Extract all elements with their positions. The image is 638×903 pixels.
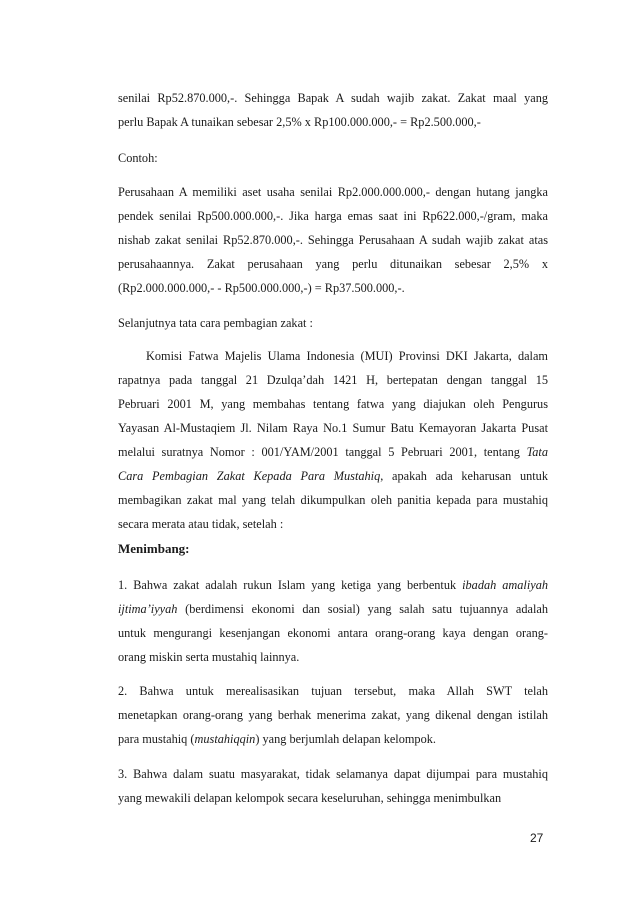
text-line: rapatnya pada tanggal 21 Dzulqa’dah 1421 H, bertepatan dengan tanggal 15 [118, 373, 548, 387]
considerans-item-1 [118, 573, 548, 669]
italic-run: ibadah amaliyah [462, 578, 549, 592]
italic-run: Cara Pembagian Zakat Kepada Para Mustahiq [118, 469, 381, 483]
text-line [118, 727, 548, 751]
text-line: Selanjutnya tata cara pembagian zakat : [118, 316, 313, 330]
text-run: para mustahiq ( [118, 732, 195, 746]
menimbang-heading [118, 537, 548, 561]
text-line [118, 573, 548, 597]
text-line: 2. Bahwa untuk merealisasikan tujuan tersebut, maka Allah SWT telah [118, 684, 548, 698]
italic-run: ijtima’iyyah [118, 602, 178, 616]
text-run: melalui suratnya Nomor : 001/YAM/2001 tanggal 5 Pebruari 2001, tentang [118, 445, 527, 459]
text-line: nishab zakat senilai Rp52.870.000,-. Sehingga Perusahaan A sudah wajib zakat atas [118, 233, 548, 247]
text-run: (berdimensi ekonomi dan sosial) yang salah satu tujuannya adalah [177, 602, 548, 616]
example-label [118, 146, 548, 170]
text-line: menetapkan orang-orang yang berhak menerima zakat, yang dikenal dengan istilah [118, 708, 548, 722]
text-line: yang mewakili delapan kelompok secara keseluruhan, sehingga menimbulkan [118, 791, 502, 805]
text-line: secara merata atau tidak, setelah : [118, 517, 284, 531]
text-line: perlu Bapak A tunaikan sebesar 2,5% x Rp100.000.000,- = Rp2.500.000,- [118, 115, 481, 129]
text-line: Perusahaan A memiliki aset usaha senilai Rp2.000.000.000,- dengan hutang jangka [118, 185, 548, 199]
text-line: (Rp2.000.000.000,- - Rp500.000.000,-) = Rp37.500.000,-. [118, 281, 405, 295]
paragraph-zakat-maal [118, 86, 548, 134]
text-run: 1. Bahwa zakat adalah rukun Islam yang ketiga yang berbentuk [118, 578, 463, 592]
text-line: Contoh: [118, 151, 158, 165]
text-run: , apakah ada keharusan untuk [380, 469, 548, 483]
text-line [118, 440, 548, 464]
text-line: Pebruari 2001 M, yang membahas tentang fatwa yang diajukan oleh Pengurus [118, 397, 548, 411]
procedure-intro [118, 311, 548, 335]
text-line: untuk mengurangi kesenjangan ekonomi antara orang-orang kaya dengan orang- [118, 626, 548, 640]
text-line: perusahaannya. Zakat perusahaan yang perlu ditunaikan sebesar 2,5% x [118, 257, 548, 271]
considerans-item-2 [118, 679, 548, 751]
paragraph-mui-fatwa [118, 344, 548, 536]
text-line: Yayasan Al-Mustaqiem Jl. Nilam Raya No.1 Sumur Batu Kemayoran Jakarta Pusat [118, 421, 548, 435]
text-line: 3. Bahwa dalam suatu masyarakat, tidak selamanya dapat dijumpai para mustahiq [118, 767, 548, 781]
heading: Menimbang: [118, 541, 190, 556]
text-run: ) yang berjumlah delapan kelompok. [255, 732, 436, 746]
italic-run: Tata [526, 445, 548, 459]
considerans-item-3 [118, 762, 548, 810]
text-line: senilai Rp52.870.000,-. Sehingga Bapak A sudah wajib zakat. Zakat maal yang [118, 91, 548, 105]
text-line [118, 464, 548, 488]
text-line: membagikan zakat mal yang telah dikumpulkan oleh panitia kepada para mustahiq [118, 493, 548, 507]
text-line: orang miskin serta mustahiq lainnya. [118, 650, 300, 664]
text-line [118, 597, 548, 621]
page-number: 27 [530, 831, 544, 845]
text-line: Komisi Fatwa Majelis Ulama Indonesia (MUI) Provinsi DKI Jakarta, dalam [146, 349, 548, 363]
paragraph-example [118, 180, 548, 300]
italic-run: mustahiqqin [194, 732, 256, 746]
text-line: pendek senilai Rp500.000.000,-. Jika harga emas saat ini Rp622.000,-/gram, maka [118, 209, 548, 223]
